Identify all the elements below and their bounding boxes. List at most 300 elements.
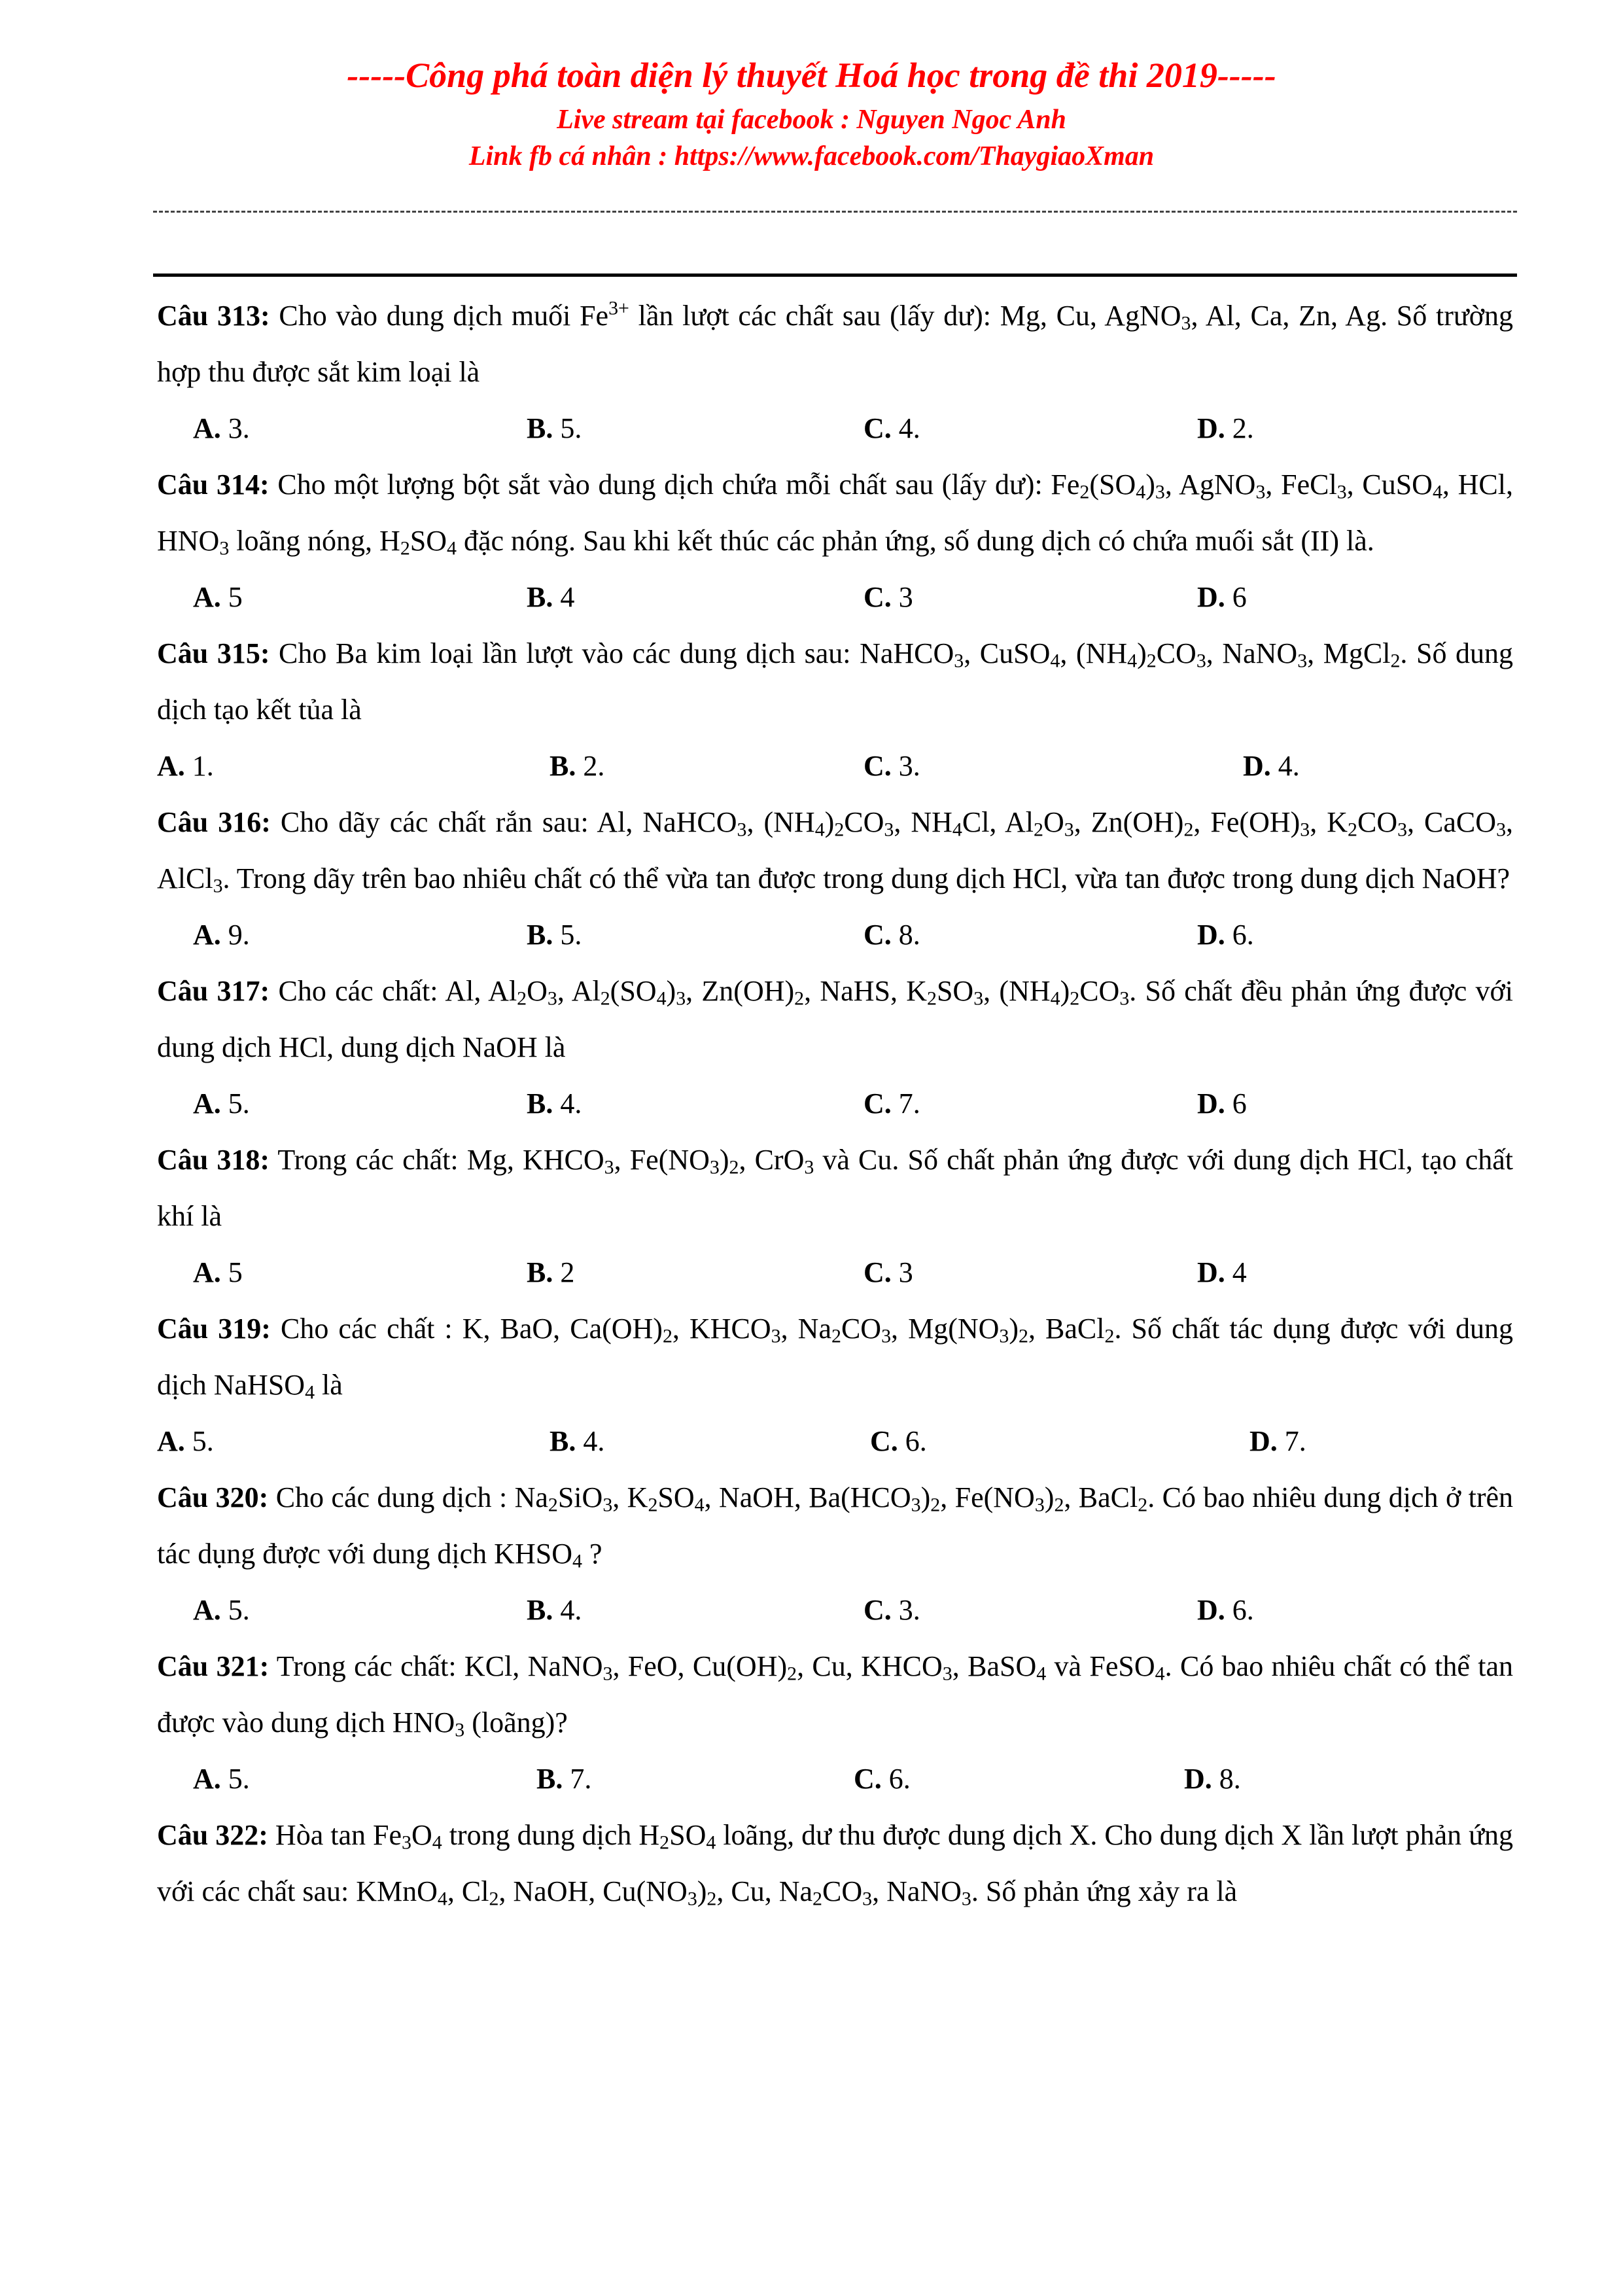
- text-run: ): [697, 1875, 707, 1907]
- answer-option-b[interactable]: [527, 569, 574, 626]
- answer-value: 6.: [898, 1425, 927, 1457]
- question-319: [157, 1301, 1513, 1470]
- subscript: 3: [999, 1325, 1009, 1347]
- answer-value: 5.: [220, 1087, 250, 1120]
- subscript: 3: [1034, 1494, 1045, 1516]
- subscript: 3: [804, 1156, 814, 1178]
- answer-value: 7.: [891, 1087, 920, 1120]
- question-318: [157, 1132, 1513, 1301]
- subscript: 2: [1183, 819, 1194, 841]
- text-run: Trong các chất: Mg, KHCO: [270, 1144, 604, 1176]
- answer-value: 4.: [553, 1594, 582, 1626]
- answer-option-a[interactable]: [193, 1076, 250, 1132]
- text-run: Cho một lượng bột sắt vào dung dịch chứa mỗi chất sau (lấy dư): Fe: [269, 468, 1080, 501]
- answer-label: B.: [536, 1763, 563, 1795]
- subscript: 2: [707, 1888, 717, 1910]
- text-run: SO: [410, 525, 447, 557]
- answer-label: B.: [527, 1087, 553, 1120]
- subscript: 3: [1397, 819, 1408, 841]
- answer-label: D.: [1184, 1763, 1212, 1795]
- answer-option-c[interactable]: [864, 738, 920, 794]
- text-run: . Có bao nhiêu dung dịch ở trên tác dụng được với dung dịch KHSO: [157, 1481, 1514, 1570]
- answer-value: 5.: [553, 919, 582, 951]
- text-run: O: [1043, 806, 1064, 838]
- question-text: [157, 1470, 1513, 1582]
- subscript: 2: [729, 1156, 739, 1178]
- subscript: 2: [548, 1494, 558, 1516]
- subscript: 3: [213, 875, 223, 897]
- text-run: CO: [1156, 637, 1196, 669]
- answer-value: 5: [220, 581, 243, 613]
- question-number: Câu 320:: [157, 1481, 269, 1513]
- text-run: Cho các chất: Al, Al: [270, 975, 517, 1007]
- answer-label: B.: [550, 750, 576, 782]
- text-run: , AgNO: [1164, 468, 1256, 501]
- answer-label: D.: [1197, 581, 1225, 613]
- answer-label: D.: [1197, 919, 1225, 951]
- text-run: , Zn(OH): [686, 975, 795, 1007]
- text-run: SO: [669, 1819, 707, 1851]
- answer-value: 3.: [220, 412, 250, 444]
- answer-row: [157, 400, 1513, 457]
- answer-label: B.: [527, 412, 553, 444]
- answer-value: 5.: [220, 1594, 250, 1626]
- subscript: 3: [881, 1325, 892, 1347]
- answer-label: C.: [864, 1594, 892, 1626]
- answer-value: 6.: [1225, 1594, 1254, 1626]
- subscript: 2: [1079, 481, 1090, 503]
- question-text: [157, 794, 1513, 907]
- text-run: (SO: [610, 975, 657, 1007]
- subscript: 4: [572, 1550, 582, 1572]
- subscript: 3: [1181, 312, 1191, 334]
- answer-value: 8.: [891, 919, 920, 951]
- subscript: 3: [1255, 481, 1266, 503]
- text-run: là: [315, 1369, 343, 1401]
- subscript: 3: [961, 1888, 971, 1910]
- subscript: 3: [547, 987, 557, 1010]
- answer-label: D.: [1197, 412, 1225, 444]
- subscript: 2: [812, 1888, 822, 1910]
- question-number: Câu 322:: [157, 1819, 268, 1851]
- superscript: 3+: [608, 297, 629, 319]
- subscript: 4: [1432, 481, 1442, 503]
- answer-value: 5.: [220, 1763, 250, 1795]
- answer-label: D.: [1243, 750, 1271, 782]
- question-317: [157, 963, 1513, 1132]
- question-number: Câu 314:: [157, 468, 270, 501]
- text-run: loãng nóng, H: [229, 525, 400, 557]
- text-run: O: [527, 975, 548, 1007]
- subscript: 3: [911, 1494, 921, 1516]
- subscript: 3: [1064, 819, 1074, 841]
- answer-option-c[interactable]: [864, 1245, 913, 1301]
- text-run: CO: [1357, 806, 1398, 838]
- subscript: 2: [659, 1831, 670, 1854]
- answer-option-a[interactable]: [193, 907, 250, 963]
- answer-value: 3.: [891, 1594, 920, 1626]
- text-run: , CuSO: [1346, 468, 1433, 501]
- subscript: 2: [662, 1325, 672, 1347]
- subscript: 2: [1034, 819, 1043, 841]
- question-number: Câu 317:: [157, 975, 270, 1007]
- question-number: Câu 318:: [157, 1144, 270, 1176]
- text-run: , NaOH, Cu(NO: [498, 1875, 688, 1907]
- answer-label: A.: [193, 1763, 221, 1795]
- answer-option-a[interactable]: [157, 1413, 214, 1470]
- text-run: , HCl, HNO: [157, 468, 1513, 557]
- text-run: và Cu. Số chất phản ứng được với dung dịch HCl, tạo chất khí là: [157, 1144, 1513, 1232]
- text-run: trong dung dịch H: [442, 1819, 660, 1851]
- text-run: , Cl: [447, 1875, 489, 1907]
- subscript: 3: [709, 1156, 720, 1178]
- text-run: , Fe(NO: [614, 1144, 710, 1176]
- answer-row: [157, 1076, 1513, 1132]
- answer-option-c[interactable]: [864, 1076, 920, 1132]
- subscript: 3: [862, 1888, 873, 1910]
- answer-label: B.: [527, 1256, 553, 1288]
- subscript: 2: [927, 987, 937, 1010]
- subscript: 2: [831, 1325, 841, 1347]
- answer-option-a[interactable]: [193, 1245, 243, 1301]
- subscript: 4: [706, 1831, 716, 1854]
- question-320: [157, 1470, 1513, 1638]
- text-run: Cho vào dung dịch muối Fe: [270, 300, 609, 332]
- subscript: 4: [432, 1831, 442, 1854]
- text-run: , CuSO: [964, 637, 1051, 669]
- answer-option-a[interactable]: [157, 738, 214, 794]
- text-run: . Có bao nhiêu chất có thể tan được vào dung dịch HNO: [157, 1650, 1514, 1739]
- text-run: . Số phản ứng xảy ra là: [971, 1875, 1238, 1907]
- text-run: SO: [657, 1481, 695, 1513]
- answer-value: 7.: [563, 1763, 592, 1795]
- answer-option-c[interactable]: [864, 569, 913, 626]
- text-run: , Zn(OH): [1073, 806, 1184, 838]
- subscript: 2: [1390, 650, 1401, 672]
- answer-option-a[interactable]: [193, 1582, 250, 1638]
- text-run: . Số dung dịch tạo kết tủa là: [157, 637, 1514, 726]
- answer-row: [157, 569, 1513, 626]
- text-run: CO: [841, 1313, 882, 1345]
- header-title: -----Công phá toàn diện lý thuyết Hoá học trong đề thi 2019-----: [347, 56, 1276, 95]
- question-text: [157, 1132, 1513, 1245]
- answer-label: B.: [527, 581, 553, 613]
- answer-option-d[interactable]: [1184, 1751, 1241, 1807]
- question-314: [157, 457, 1513, 626]
- text-run: , (NH: [983, 975, 1051, 1007]
- answer-option-c[interactable]: [864, 400, 920, 457]
- subscript: 4: [1155, 1663, 1165, 1685]
- question-text: [157, 1638, 1513, 1751]
- answer-label: D.: [1197, 1087, 1225, 1120]
- text-run: ): [1145, 468, 1155, 501]
- answer-value: 5.: [184, 1425, 214, 1457]
- question-text: [157, 963, 1513, 1076]
- answer-option-d[interactable]: [1249, 1413, 1306, 1470]
- text-run: ): [920, 1481, 931, 1513]
- text-run: ): [719, 1144, 729, 1176]
- subscript: 3: [942, 1663, 952, 1685]
- answer-row: [157, 738, 1513, 794]
- subscript: 3: [771, 1325, 781, 1347]
- subscript: 3: [687, 1888, 697, 1910]
- text-run: , K: [612, 1481, 648, 1513]
- subscript: 4: [1127, 650, 1138, 672]
- answer-value: 7.: [1277, 1425, 1306, 1457]
- answer-value: 4.: [1270, 750, 1300, 782]
- answer-value: 4: [1225, 1256, 1247, 1288]
- answer-label: C.: [864, 1256, 892, 1288]
- answer-option-b[interactable]: [550, 738, 604, 794]
- header-link[interactable]: Link fb cá nhân : https://www.facebook.com/ThaygiaoXman: [468, 141, 1155, 171]
- question-number: Câu 319:: [157, 1313, 271, 1345]
- text-run: ?: [582, 1538, 602, 1570]
- text-run: ): [824, 806, 835, 838]
- answer-value: 4.: [891, 412, 920, 444]
- answer-option-a[interactable]: [193, 569, 243, 626]
- answer-option-d[interactable]: [1243, 738, 1300, 794]
- answer-option-d[interactable]: [1197, 1245, 1247, 1301]
- answer-value: 1.: [184, 750, 214, 782]
- text-run: Cho dãy các chất rắn sau: Al, NaHCO: [270, 806, 737, 838]
- text-run: (loãng)?: [464, 1706, 568, 1739]
- answer-value: 6: [1225, 581, 1247, 613]
- text-run: SO: [936, 975, 974, 1007]
- subscript: 3: [402, 1831, 411, 1854]
- subscript: 4: [447, 537, 457, 559]
- text-run: , Fe(OH): [1193, 806, 1300, 838]
- subscript: 4: [656, 987, 667, 1010]
- question-text: [157, 1807, 1513, 1920]
- subscript: 2: [1146, 650, 1157, 672]
- answer-label: D.: [1249, 1425, 1278, 1457]
- subscript: 4: [952, 819, 962, 841]
- subscript: 4: [1036, 1663, 1047, 1685]
- answer-option-a[interactable]: [193, 400, 250, 457]
- text-run: , (NH: [746, 806, 815, 838]
- text-run: Cl, Al: [962, 806, 1034, 838]
- text-run: CO: [844, 806, 884, 838]
- text-run: , Mg(NO: [891, 1313, 1000, 1345]
- dashed-divider: [153, 211, 1517, 213]
- answer-option-d[interactable]: [1197, 1582, 1254, 1638]
- answer-value: 6.: [1225, 919, 1254, 951]
- text-run: , AlCl: [157, 806, 1514, 894]
- text-run: , Al: [557, 975, 601, 1007]
- text-run: O: [411, 1819, 432, 1851]
- text-run: , NaHS, K: [804, 975, 927, 1007]
- text-run: , BaCl: [1028, 1313, 1105, 1345]
- subscript: 3: [973, 987, 984, 1010]
- subscript: 4: [305, 1381, 315, 1404]
- answer-row: [157, 1413, 1513, 1470]
- answer-row: [157, 1582, 1513, 1638]
- question-313: [157, 288, 1513, 457]
- text-run: , Al, Ca, Zn, Ag. Số trường hợp thu được sắt kim loại là: [157, 300, 1514, 388]
- answer-label: C.: [864, 581, 892, 613]
- question-number: Câu 315:: [157, 637, 270, 669]
- text-run: , BaCl: [1064, 1481, 1138, 1513]
- answer-option-d[interactable]: [1197, 1076, 1247, 1132]
- subscript: 2: [400, 537, 410, 559]
- subscript: 4: [437, 1888, 447, 1910]
- question-number: Câu 313:: [157, 300, 270, 332]
- subscript: 4: [1050, 987, 1060, 1010]
- text-run: , BaSO: [952, 1650, 1037, 1682]
- answer-option-b[interactable]: [527, 1582, 582, 1638]
- answer-row: [157, 1245, 1513, 1301]
- answer-value: 6: [1225, 1087, 1247, 1120]
- text-run: Cho Ba kim loại lần lượt vào các dung dịch sau: NaHCO: [270, 637, 954, 669]
- answer-value: 4.: [576, 1425, 605, 1457]
- answer-label: A.: [157, 1425, 185, 1457]
- question-text: [157, 457, 1513, 569]
- subscript: 3: [602, 1494, 613, 1516]
- subscript: 3: [737, 819, 747, 841]
- answer-label: B.: [527, 919, 553, 951]
- answer-value: 4: [553, 581, 575, 613]
- answer-option-c[interactable]: [870, 1413, 927, 1470]
- text-run: , NH: [894, 806, 952, 838]
- text-run: , Na: [780, 1313, 831, 1345]
- answer-label: D.: [1197, 1256, 1225, 1288]
- answer-option-c[interactable]: [864, 1582, 920, 1638]
- text-run: ): [666, 975, 676, 1007]
- subscript: 2: [1138, 1494, 1148, 1516]
- subscript: 3: [1496, 819, 1507, 841]
- answer-option-d[interactable]: [1197, 569, 1247, 626]
- answer-option-c[interactable]: [864, 907, 920, 963]
- answer-option-b[interactable]: [536, 1751, 591, 1807]
- answer-value: 2.: [1225, 412, 1254, 444]
- subscript: 3: [1300, 819, 1310, 841]
- answer-value: 3.: [891, 750, 920, 782]
- text-run: , FeCl: [1265, 468, 1337, 501]
- solid-divider: [153, 274, 1517, 277]
- text-run: . Trong dãy trên bao nhiêu chất có thể vừa tan được trong dung dịch HCl, vừa tan được trong dung dịch NaOH?: [222, 862, 1510, 894]
- answer-option-d[interactable]: [1197, 907, 1254, 963]
- subscript: 4: [1136, 481, 1146, 503]
- answer-option-b[interactable]: [527, 1076, 582, 1132]
- answer-option-a[interactable]: [193, 1751, 250, 1807]
- subscript: 3: [455, 1719, 465, 1741]
- text-run: , CaCO: [1407, 806, 1497, 838]
- answer-label: D.: [1197, 1594, 1225, 1626]
- answer-label: A.: [193, 919, 221, 951]
- question-315: [157, 626, 1513, 794]
- answer-option-b[interactable]: [527, 1245, 574, 1301]
- answer-label: B.: [550, 1425, 576, 1457]
- text-run: . Số chất đều phản ứng được với dung dịch HCl, dung dịch NaOH là: [157, 975, 1514, 1063]
- subscript: 4: [1050, 650, 1060, 672]
- text-run: đặc nóng. Sau khi kết thúc các phản ứng, số dung dịch có chứa muối sắt (II) là.: [456, 525, 1374, 557]
- answer-option-c[interactable]: [854, 1751, 911, 1807]
- text-run: CO: [1079, 975, 1120, 1007]
- question-316: [157, 794, 1513, 963]
- question-number: Câu 321:: [157, 1650, 270, 1682]
- subscript: 3: [1119, 987, 1130, 1010]
- text-run: SiO: [557, 1481, 603, 1513]
- subscript: 3: [1155, 481, 1165, 503]
- answer-option-b[interactable]: [527, 907, 582, 963]
- subscript: 2: [834, 819, 845, 841]
- text-run: , Cu, KHCO: [797, 1650, 943, 1682]
- subscript: 3: [1336, 481, 1347, 503]
- subscript: 2: [1054, 1494, 1064, 1516]
- subscript: 4: [814, 819, 825, 841]
- subscript: 2: [600, 987, 610, 1010]
- text-run: , KHCO: [672, 1313, 771, 1345]
- subscript: 3: [954, 650, 964, 672]
- answer-option-b[interactable]: [527, 400, 582, 457]
- subscript: 4: [694, 1494, 705, 1516]
- subscript: 3: [219, 537, 230, 559]
- text-run: ): [1137, 637, 1147, 669]
- text-run: ): [1060, 975, 1070, 1007]
- header-livestream: Live stream tại facebook : Nguyen Ngoc Anh: [557, 105, 1066, 135]
- subscript: 2: [794, 987, 805, 1010]
- answer-label: C.: [870, 1425, 898, 1457]
- answer-value: 3: [891, 1256, 913, 1288]
- answer-label: C.: [854, 1763, 882, 1795]
- subscript: 2: [787, 1663, 797, 1685]
- subscript: 2: [489, 1888, 499, 1910]
- text-run: , MgCl: [1307, 637, 1391, 669]
- answer-option-d[interactable]: [1197, 400, 1254, 457]
- answer-label: C.: [864, 412, 892, 444]
- text-run: . Số chất tác dụng được với dung dịch NaHSO: [157, 1313, 1514, 1401]
- text-run: Cho các chất : K, BaO, Ca(OH): [270, 1313, 663, 1345]
- text-run: , NaNO: [872, 1875, 962, 1907]
- text-run: loãng, dư thu được dung dịch X. Cho dung dịch X lần lượt phản ứng với các chất sau: KMnO: [157, 1819, 1514, 1907]
- answer-value: 2: [553, 1256, 575, 1288]
- text-run: (SO: [1089, 468, 1136, 501]
- subscript: 2: [1019, 1325, 1028, 1347]
- subscript: 2: [648, 1494, 658, 1516]
- answer-label: C.: [864, 750, 892, 782]
- subscript: 2: [930, 1494, 941, 1516]
- subscript: 3: [1297, 650, 1308, 672]
- text-run: , Fe(NO: [940, 1481, 1035, 1513]
- answer-row: [157, 1751, 1513, 1807]
- text-run: Trong các chất: KCl, NaNO: [269, 1650, 603, 1682]
- text-run: , CrO: [739, 1144, 805, 1176]
- subscript: 2: [1070, 987, 1080, 1010]
- answer-value: 5: [220, 1256, 243, 1288]
- text-run: lần lượt các chất sau (lấy dư): Mg, Cu, AgNO: [629, 300, 1181, 332]
- answer-row: [157, 907, 1513, 963]
- answer-value: 4.: [553, 1087, 582, 1120]
- answer-value: 6.: [881, 1763, 911, 1795]
- text-run: ): [1009, 1313, 1019, 1345]
- answer-label: B.: [527, 1594, 553, 1626]
- subscript: 2: [1348, 819, 1357, 841]
- answer-label: A.: [193, 581, 221, 613]
- text-run: , Cu, Na: [716, 1875, 813, 1907]
- answer-label: A.: [193, 1087, 221, 1120]
- answer-label: C.: [864, 919, 892, 951]
- text-run: , K: [1310, 806, 1348, 838]
- answer-value: 5.: [553, 412, 582, 444]
- answer-label: A.: [193, 1256, 221, 1288]
- question-text: [157, 626, 1513, 738]
- text-run: Cho các dung dịch : Na: [268, 1481, 548, 1513]
- answer-option-b[interactable]: [550, 1413, 604, 1470]
- subscript: 3: [676, 987, 686, 1010]
- subscript: 3: [604, 1156, 614, 1178]
- text-run: CO: [822, 1875, 863, 1907]
- subscript: 3: [602, 1663, 613, 1685]
